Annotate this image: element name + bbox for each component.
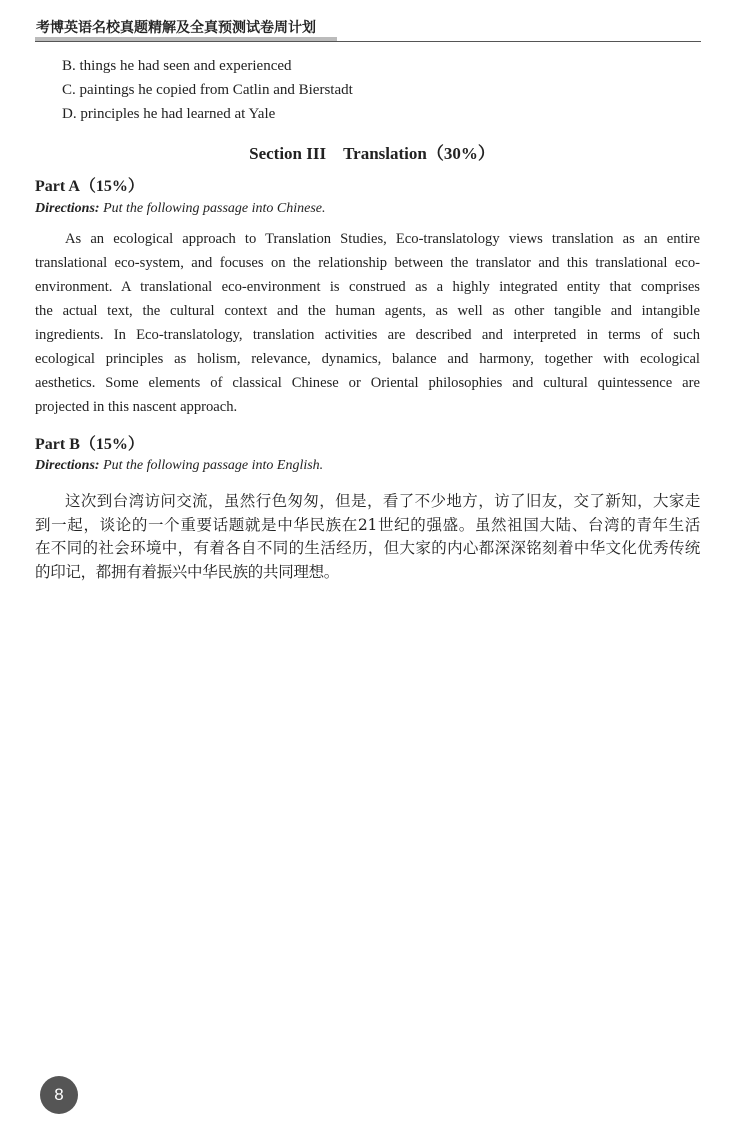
part-a-directions xyxy=(35,201,326,217)
directions-label: Directions: xyxy=(35,458,100,473)
option-text: principles he had learned at Yale xyxy=(80,106,276,122)
option-d xyxy=(62,106,275,123)
section-title: Section III Translation（30%） xyxy=(249,144,495,163)
running-header: 考博英语名校真题精解及全真预测试卷周计划 xyxy=(36,20,316,36)
part-a-title: Part A（15%） xyxy=(35,178,144,195)
directions-label: Directions: xyxy=(35,201,100,216)
directions-text: Put the following passage into English. xyxy=(103,458,324,473)
passage-line: projected in this nascent approach. xyxy=(35,399,238,415)
passage-line: ecological principles as holism, relevance, dynamics, balance and harmony, together with ecological xyxy=(35,351,700,367)
passage-line: ingredients. In Eco-translatology, translation activities are described and interpreted in terms of such xyxy=(35,327,700,343)
header-rule xyxy=(35,41,701,42)
passage-line: 到一起，谈论的一个重要话题就是中华民族在21世纪的强盛。虽然祖国大陆、台湾的青年生活 xyxy=(35,515,700,534)
page-number: 8 xyxy=(40,1076,78,1114)
passage-line: As an ecological approach to Translation Studies, Eco-translatology views translation as an entire xyxy=(65,231,700,247)
option-c xyxy=(62,82,353,99)
option-b xyxy=(62,58,292,75)
passage-line: aesthetics. Some elements of classical Chinese or Oriental philosophies and cultural quintessence are xyxy=(35,375,700,391)
option-text: things he had seen and experienced xyxy=(79,58,292,74)
option-label: D. xyxy=(62,106,77,122)
passage-line: the actual text, the cultural context and the human agents, as well as other tangible and intangible xyxy=(35,303,700,319)
option-label: C. xyxy=(62,82,76,98)
part-b-directions xyxy=(35,458,323,474)
part-b-title: Part B（15%） xyxy=(35,436,144,453)
option-text: paintings he copied from Catlin and Bierstadt xyxy=(79,82,353,98)
passage-line: 的印记，都拥有着振兴中华民族的共同理想。 xyxy=(35,562,340,581)
passage-line: 在不同的社会环境中，有着各自不同的生活经历，但大家的内心都深深铭刻着中华文化优秀传统 xyxy=(35,539,700,557)
passage-line: translational eco-system, and focuses on the relationship between the translator and this translational eco- xyxy=(35,255,700,271)
directions-text: Put the following passage into Chinese. xyxy=(103,201,326,216)
passage-line: 这次到台湾访问交流，虽然行色匆匆，但是，看了不少地方，访了旧友，交了新知，大家走 xyxy=(65,492,700,510)
option-label: B. xyxy=(62,58,76,74)
passage-line: environment. A translational eco-environment is construed as a highly integrated entity that comprises xyxy=(35,279,700,295)
